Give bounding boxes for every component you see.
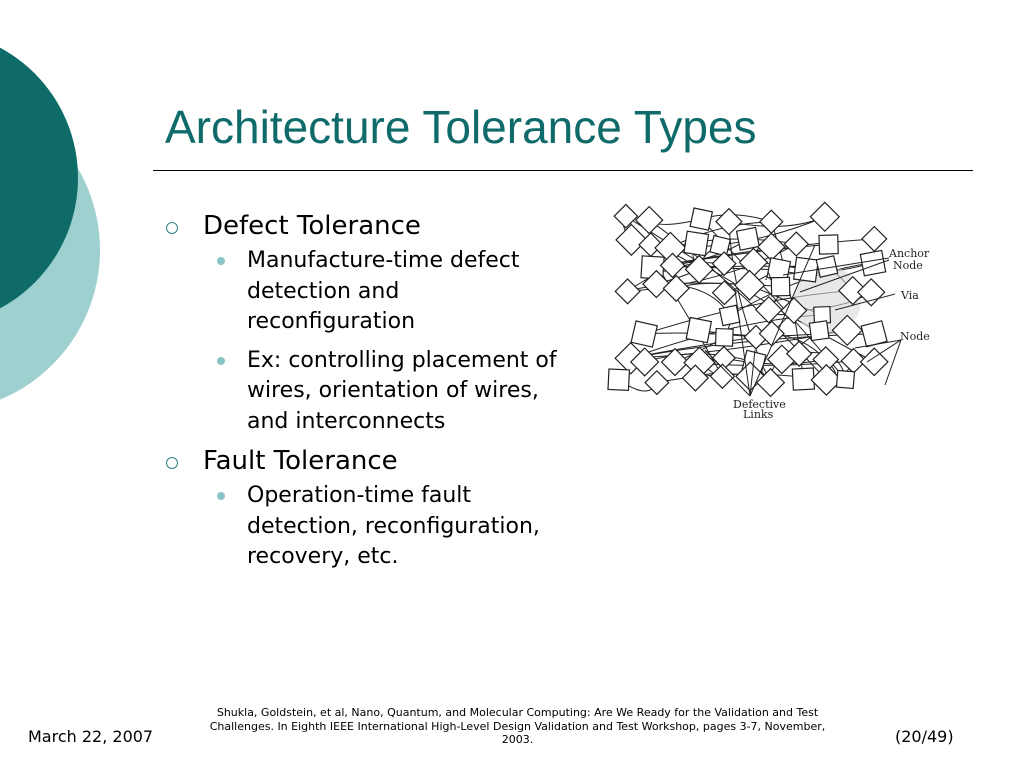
- title-divider: [153, 170, 973, 171]
- dot-bullet-icon: [217, 357, 225, 365]
- node-shape: [836, 370, 854, 388]
- node-shape: [631, 321, 657, 347]
- node-shape: [858, 279, 885, 306]
- node-shape: [860, 250, 885, 275]
- node-shape: [616, 225, 647, 256]
- sub-bullet: [160, 481, 560, 573]
- node-shape: [784, 232, 808, 256]
- defective-label-2: Links: [743, 408, 774, 421]
- hollow-circle-bullet-icon: [166, 222, 178, 234]
- bullet-defect-tolerance: [160, 210, 560, 242]
- bullet-list: [160, 210, 560, 581]
- node-shape: [614, 204, 637, 227]
- defective-label: Defective: [733, 398, 786, 411]
- node-shape: [756, 297, 782, 323]
- node-shape: [814, 307, 831, 324]
- footer-date: March 22, 2007: [28, 727, 154, 746]
- via-label: Via: [901, 289, 919, 302]
- node-shape: [719, 305, 739, 325]
- sub-bullet-text: Ex: controlling placement of wires, orientation of wires, and interconnects: [247, 347, 557, 434]
- node-shape: [771, 277, 789, 295]
- nanofabric-diagram: [605, 200, 945, 425]
- node-shape: [686, 318, 711, 343]
- hollow-circle-bullet-icon: [166, 457, 178, 469]
- page-number: (20/49): [895, 727, 954, 746]
- node-shape: [810, 202, 839, 231]
- slide-title: Architecture Tolerance Types: [165, 101, 757, 153]
- node-shape: [819, 235, 838, 254]
- dot-bullet-icon: [217, 492, 225, 500]
- bullet-text: Fault Tolerance: [203, 446, 398, 476]
- node-shape: [685, 256, 712, 283]
- sub-bullet-text: Manufacture-time defect detection and reconfiguration: [247, 248, 520, 334]
- dot-bullet-icon: [217, 257, 225, 265]
- node-label: Node: [900, 330, 930, 343]
- node-shape: [737, 227, 760, 250]
- bullet-text: Defect Tolerance: [203, 211, 421, 241]
- node-shape: [862, 227, 887, 252]
- node-shape: [690, 208, 712, 230]
- node-shape: [636, 207, 663, 234]
- footer-citation: Shukla, Goldstein, et al, Nano, Quantum, and Molecular Computing: Are We Ready for the Validation and Test Challenges. In Eighth IEEE International High-Level Design Validation and Test Workshop, pages 3-7, November, 2003.: [209, 706, 826, 746]
- node-shape: [615, 279, 640, 304]
- node-shape: [715, 329, 733, 347]
- anchor-label-2: Node: [893, 259, 923, 272]
- node-shape: [861, 348, 888, 375]
- node-shape: [760, 210, 783, 233]
- sub-bullet: [160, 246, 560, 338]
- sub-bullet-text: Operation-time fault detection, reconfiguration, recovery, etc.: [247, 483, 540, 569]
- node-shape: [663, 276, 689, 302]
- node-shape: [710, 236, 730, 256]
- anchor-marker: A: [765, 272, 773, 283]
- bullet-fault-tolerance: [160, 445, 560, 477]
- node-shape: [792, 368, 814, 390]
- anchor-label: Anchor: [889, 247, 930, 260]
- decorative-circles: [0, 0, 110, 420]
- node-shape: [608, 369, 629, 390]
- node-shape: [684, 231, 709, 256]
- sub-bullet: [160, 346, 560, 438]
- node-shape: [809, 321, 829, 341]
